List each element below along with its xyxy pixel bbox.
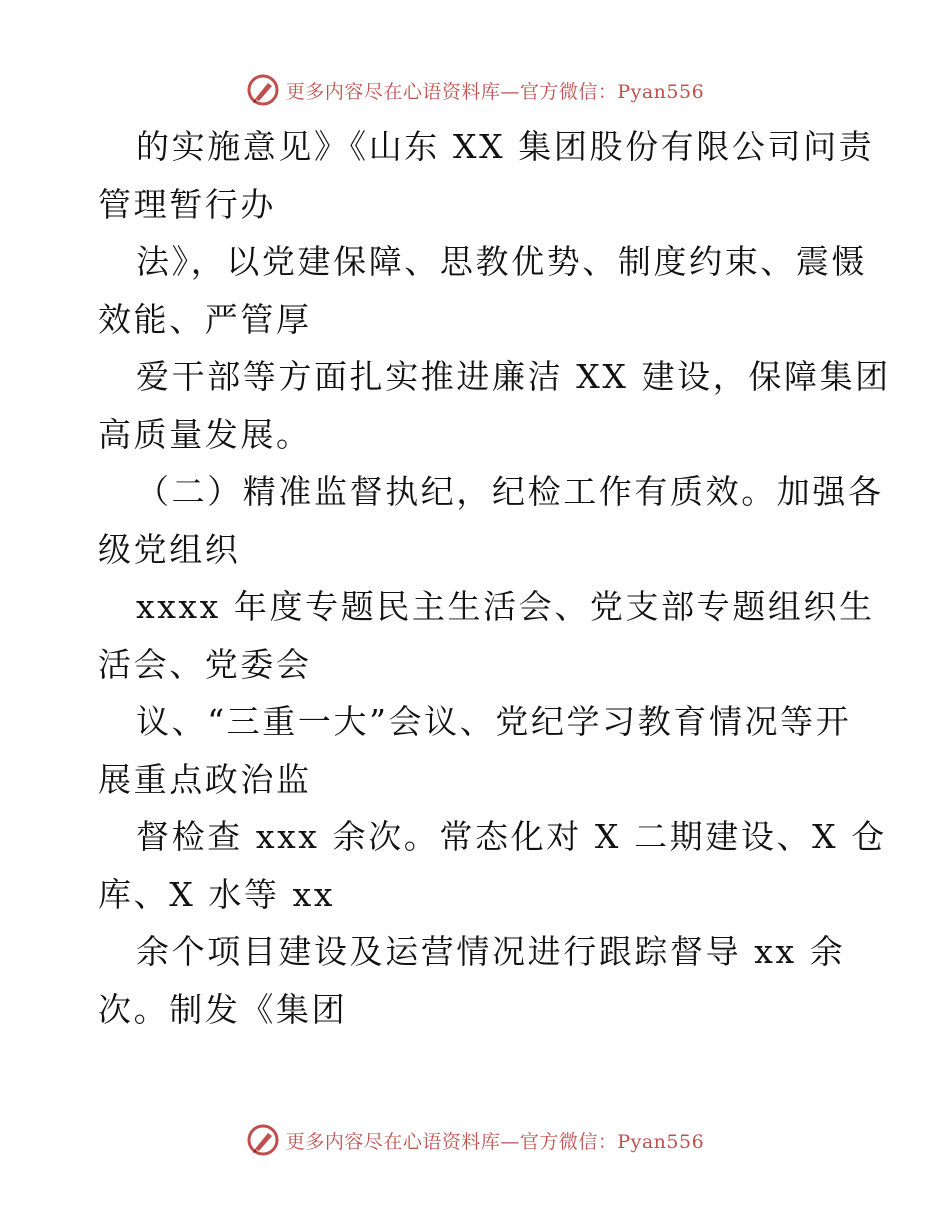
text-line: 议、“三重一大”会议、党纪学习教育情况等开: [136, 702, 852, 741]
text-line: 效能、严管厚: [98, 299, 312, 339]
text-line: 级党组织: [98, 529, 241, 569]
text-line: 爱干部等方面扎实推进廉洁 XX 建设，保障集团: [136, 357, 891, 396]
text-line: 活会、党委会: [98, 644, 312, 684]
text-line: 督检查 xxx 余次。常态化对 X 二期建设、X 仓: [136, 817, 887, 856]
header-banner: [0, 70, 950, 110]
footer-banner-text: 更多内容尽在心语资料库—官方微信：Pyan556: [285, 1130, 705, 1153]
text-line: 高质量发展。: [98, 414, 312, 454]
text-line: 次。制发《集团: [98, 989, 348, 1029]
text-line: 展重点政治监: [98, 759, 312, 799]
text-line: 余个项目建设及运营情况进行跟踪督导 xx 余: [136, 932, 846, 971]
document-body: [98, 118, 891, 1038]
text-line: 管理暂行办: [98, 184, 276, 224]
pen-logo-icon: [246, 1123, 280, 1157]
text-line: xxxx 年度专题民主生活会、党支部专题组织生: [136, 587, 875, 626]
footer-banner: [0, 1120, 950, 1160]
text-line: 法》，以党建保障、思教优势、制度约束、震慑: [136, 242, 868, 281]
text-line: 的实施意见》《山东 XX 集团股份有限公司问责: [136, 127, 875, 166]
pen-logo-icon: [246, 73, 280, 107]
text-line: 库、X 水等 xx: [98, 874, 336, 914]
text-line: （二）精准监督执纪，纪检工作有质效。加强各: [136, 472, 884, 511]
header-banner-text: 更多内容尽在心语资料库—官方微信：Pyan556: [285, 80, 705, 103]
